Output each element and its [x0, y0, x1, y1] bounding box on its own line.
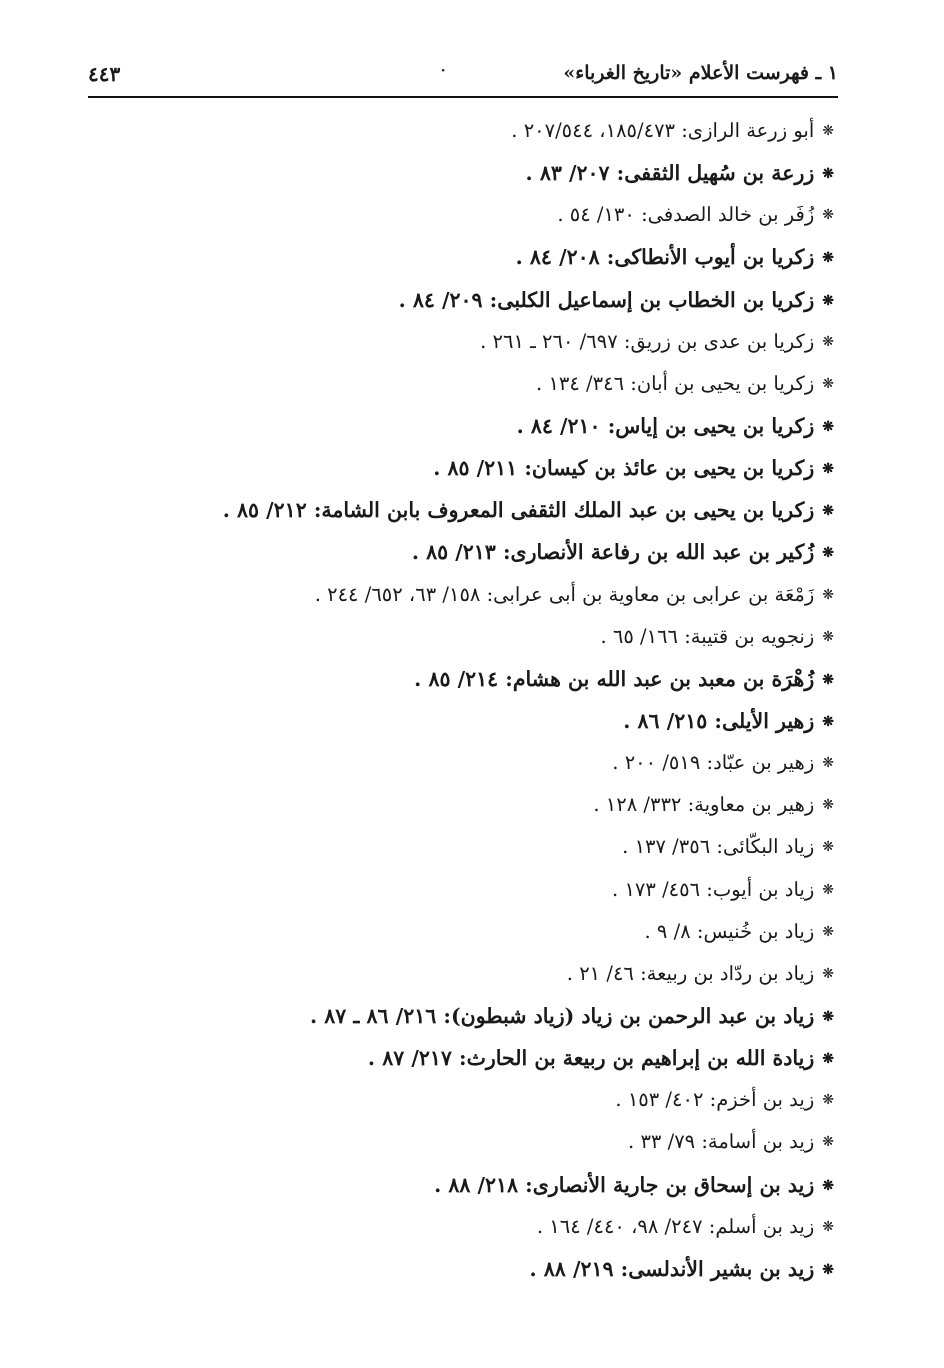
index-entry [94, 786, 834, 828]
bullet-star-icon: ❋ [822, 1008, 834, 1025]
entry-text: زرعة بن سُهيل الثقفى: ٢٠٧/ ٨٣ . [525, 161, 815, 186]
index-entry [94, 533, 834, 575]
entry-text: زيد بن أسامة: ٧٩/ ٣٣ . [628, 1130, 815, 1154]
entry-text: زيد بن أسلم: ٢٤٧/ ٩٨، ٤٤٠/ ١٦٤ . [536, 1214, 815, 1238]
entry-text: زياد بن خُنيس: ٨/ ٩ . [644, 919, 815, 943]
entry-text: زهير بن معاوية: ٣٣٢/ ١٢٨ . [593, 793, 815, 817]
index-entry [94, 955, 834, 997]
bullet-star-icon: ❋ [822, 923, 834, 940]
bullet-star-icon: ❋ [822, 418, 834, 435]
bullet-star-icon: ❋ [822, 1177, 834, 1194]
bullet-star-icon: ❋ [822, 250, 834, 267]
entry-text: زياد البكّائى: ٣٥٦/ ١٣٧ . [622, 835, 815, 859]
index-entry [94, 702, 834, 744]
entry-text: زياد بن عبد الرحمن بن زياد (زياد شبطون): ٢١٦/ ٨٦ ـ ٨٧ . [309, 1003, 815, 1028]
entry-text: زُفَر بن خالد الصدفى: ١٣٠/ ٥٤ . [557, 203, 815, 227]
entry-text: زُكير بن عبد الله بن رفاعة الأنصارى: ٢١٣/ ٨٥ . [411, 540, 815, 565]
bullet-star-icon: ❋ [822, 166, 834, 183]
entry-text: زهير الأيلى: ٢١٥/ ٨٦ . [623, 708, 815, 733]
index-entry [94, 1166, 834, 1208]
name-index-list [94, 112, 834, 1292]
entry-text: زَمْعَة بن عرابى بن معاوية بن أبى عرابى: ١٥٨/ ٦٣، ٦٥٢/ ٢٤٤ . [314, 582, 815, 606]
bullet-star-icon: ❋ [822, 1051, 834, 1068]
header-separator: · [440, 58, 447, 82]
bullet-star-icon: ❋ [822, 586, 834, 603]
running-header [88, 58, 838, 92]
bullet-star-icon: ❋ [822, 755, 834, 772]
entry-text: زنجويه بن قتيبة: ١٦٦/ ٦٥ . [600, 624, 815, 648]
index-entry [94, 1081, 834, 1123]
index-entry [94, 660, 834, 702]
bullet-star-icon: ❋ [822, 1261, 834, 1278]
bullet-star-icon: ❋ [822, 965, 834, 982]
entry-text: زيد بن أخزم: ٤٠٢/ ١٥٣ . [615, 1088, 815, 1112]
running-title: ١ ـ فهرست الأعلام «تاريخ الغرباء» [563, 62, 838, 84]
bullet-star-icon: ❋ [822, 839, 834, 856]
entry-text: أبو زرعة الرازى: ١٨٥/٤٧٣، ٢٠٧/٥٤٤ . [511, 119, 815, 142]
bullet-star-icon: ❋ [822, 461, 834, 478]
entry-text: زُهْرَة بن معبد بن عبد الله بن هشام: ٢١٤/ ٨٥ . [414, 666, 815, 691]
index-entry [94, 871, 834, 913]
index-entry [94, 1039, 834, 1081]
entry-text: زياد بن أيوب: ٤٥٦/ ١٧٣ . [612, 877, 815, 901]
index-entry [94, 154, 834, 196]
header-rule [88, 96, 838, 98]
entry-text: زياد بن ردّاد بن ربيعة: ٤٦/ ٢١ . [566, 961, 815, 985]
entry-text: زيادة الله بن إبراهيم بن ربيعة بن الحارث: ٢١٧/ ٨٧ . [367, 1046, 815, 1071]
bullet-star-icon: ❋ [822, 503, 834, 520]
index-entry [94, 365, 834, 407]
index-entry [94, 323, 834, 365]
bullet-star-icon: ❋ [822, 1134, 834, 1151]
entry-text: زكريا بن يحيى بن عائذ بن كيسان: ٢١١/ ٨٥ . [433, 456, 815, 481]
index-entry [94, 828, 834, 870]
index-entry [94, 491, 834, 533]
index-entry [94, 196, 834, 238]
bullet-star-icon: ❋ [822, 797, 834, 814]
entry-text: زيد بن بشير الأندلسى: ٢١٩/ ٨٨ . [529, 1256, 815, 1281]
index-entry [94, 576, 834, 618]
index-entry [94, 913, 834, 955]
bullet-star-icon: ❋ [822, 333, 834, 350]
entry-text: زكريا بن عدى بن زريق: ٦٩٧/ ٢٦٠ ـ ٢٦١ . [480, 329, 815, 353]
bullet-star-icon: ❋ [822, 207, 834, 224]
entry-text: زكريا بن الخطاب بن إسماعيل الكلبى: ٢٠٩/ ٨٤ . [398, 287, 815, 312]
entry-text: زكريا بن يحيى بن أبان: ٣٤٦/ ١٣٤ . [536, 371, 815, 395]
bullet-star-icon: ❋ [822, 375, 834, 392]
bullet-star-icon: ❋ [822, 292, 834, 309]
bullet-star-icon: ❋ [822, 1092, 834, 1109]
index-entry [94, 997, 834, 1039]
entry-text: زكريا بن يحيى بن عبد الملك الثقفى المعروف بابن الشامة: ٢١٢/ ٨٥ . [222, 498, 815, 523]
bullet-star-icon: ❋ [822, 713, 834, 730]
bullet-star-icon: ❋ [822, 628, 834, 645]
entry-text: زهير بن عبّاد: ٥١٩/ ٢٠٠ . [612, 751, 815, 775]
entry-text: زكريا بن يحيى بن إياس: ٢١٠/ ٨٤ . [516, 413, 815, 438]
bullet-star-icon: ❋ [822, 545, 834, 562]
index-entry [94, 238, 834, 280]
index-entry [94, 281, 834, 323]
index-entry [94, 1250, 834, 1292]
bullet-star-icon: ❋ [822, 671, 834, 688]
bullet-star-icon: ❋ [822, 881, 834, 898]
index-entry [94, 112, 834, 154]
index-entry [94, 407, 834, 449]
page-number: ٤٤٣ [88, 62, 121, 86]
entry-text: زكريا بن أيوب الأنطاكى: ٢٠٨/ ٨٤ . [515, 245, 815, 270]
bullet-star-icon: ❋ [822, 1218, 834, 1235]
index-entry [94, 1123, 834, 1165]
index-entry [94, 744, 834, 786]
bullet-star-icon: ❋ [822, 123, 834, 139]
index-entry [94, 1208, 834, 1250]
index-entry [94, 449, 834, 491]
index-entry [94, 618, 834, 660]
entry-text: زيد بن إسحاق بن جارية الأنصارى: ٢١٨/ ٨٨ . [434, 1172, 815, 1197]
